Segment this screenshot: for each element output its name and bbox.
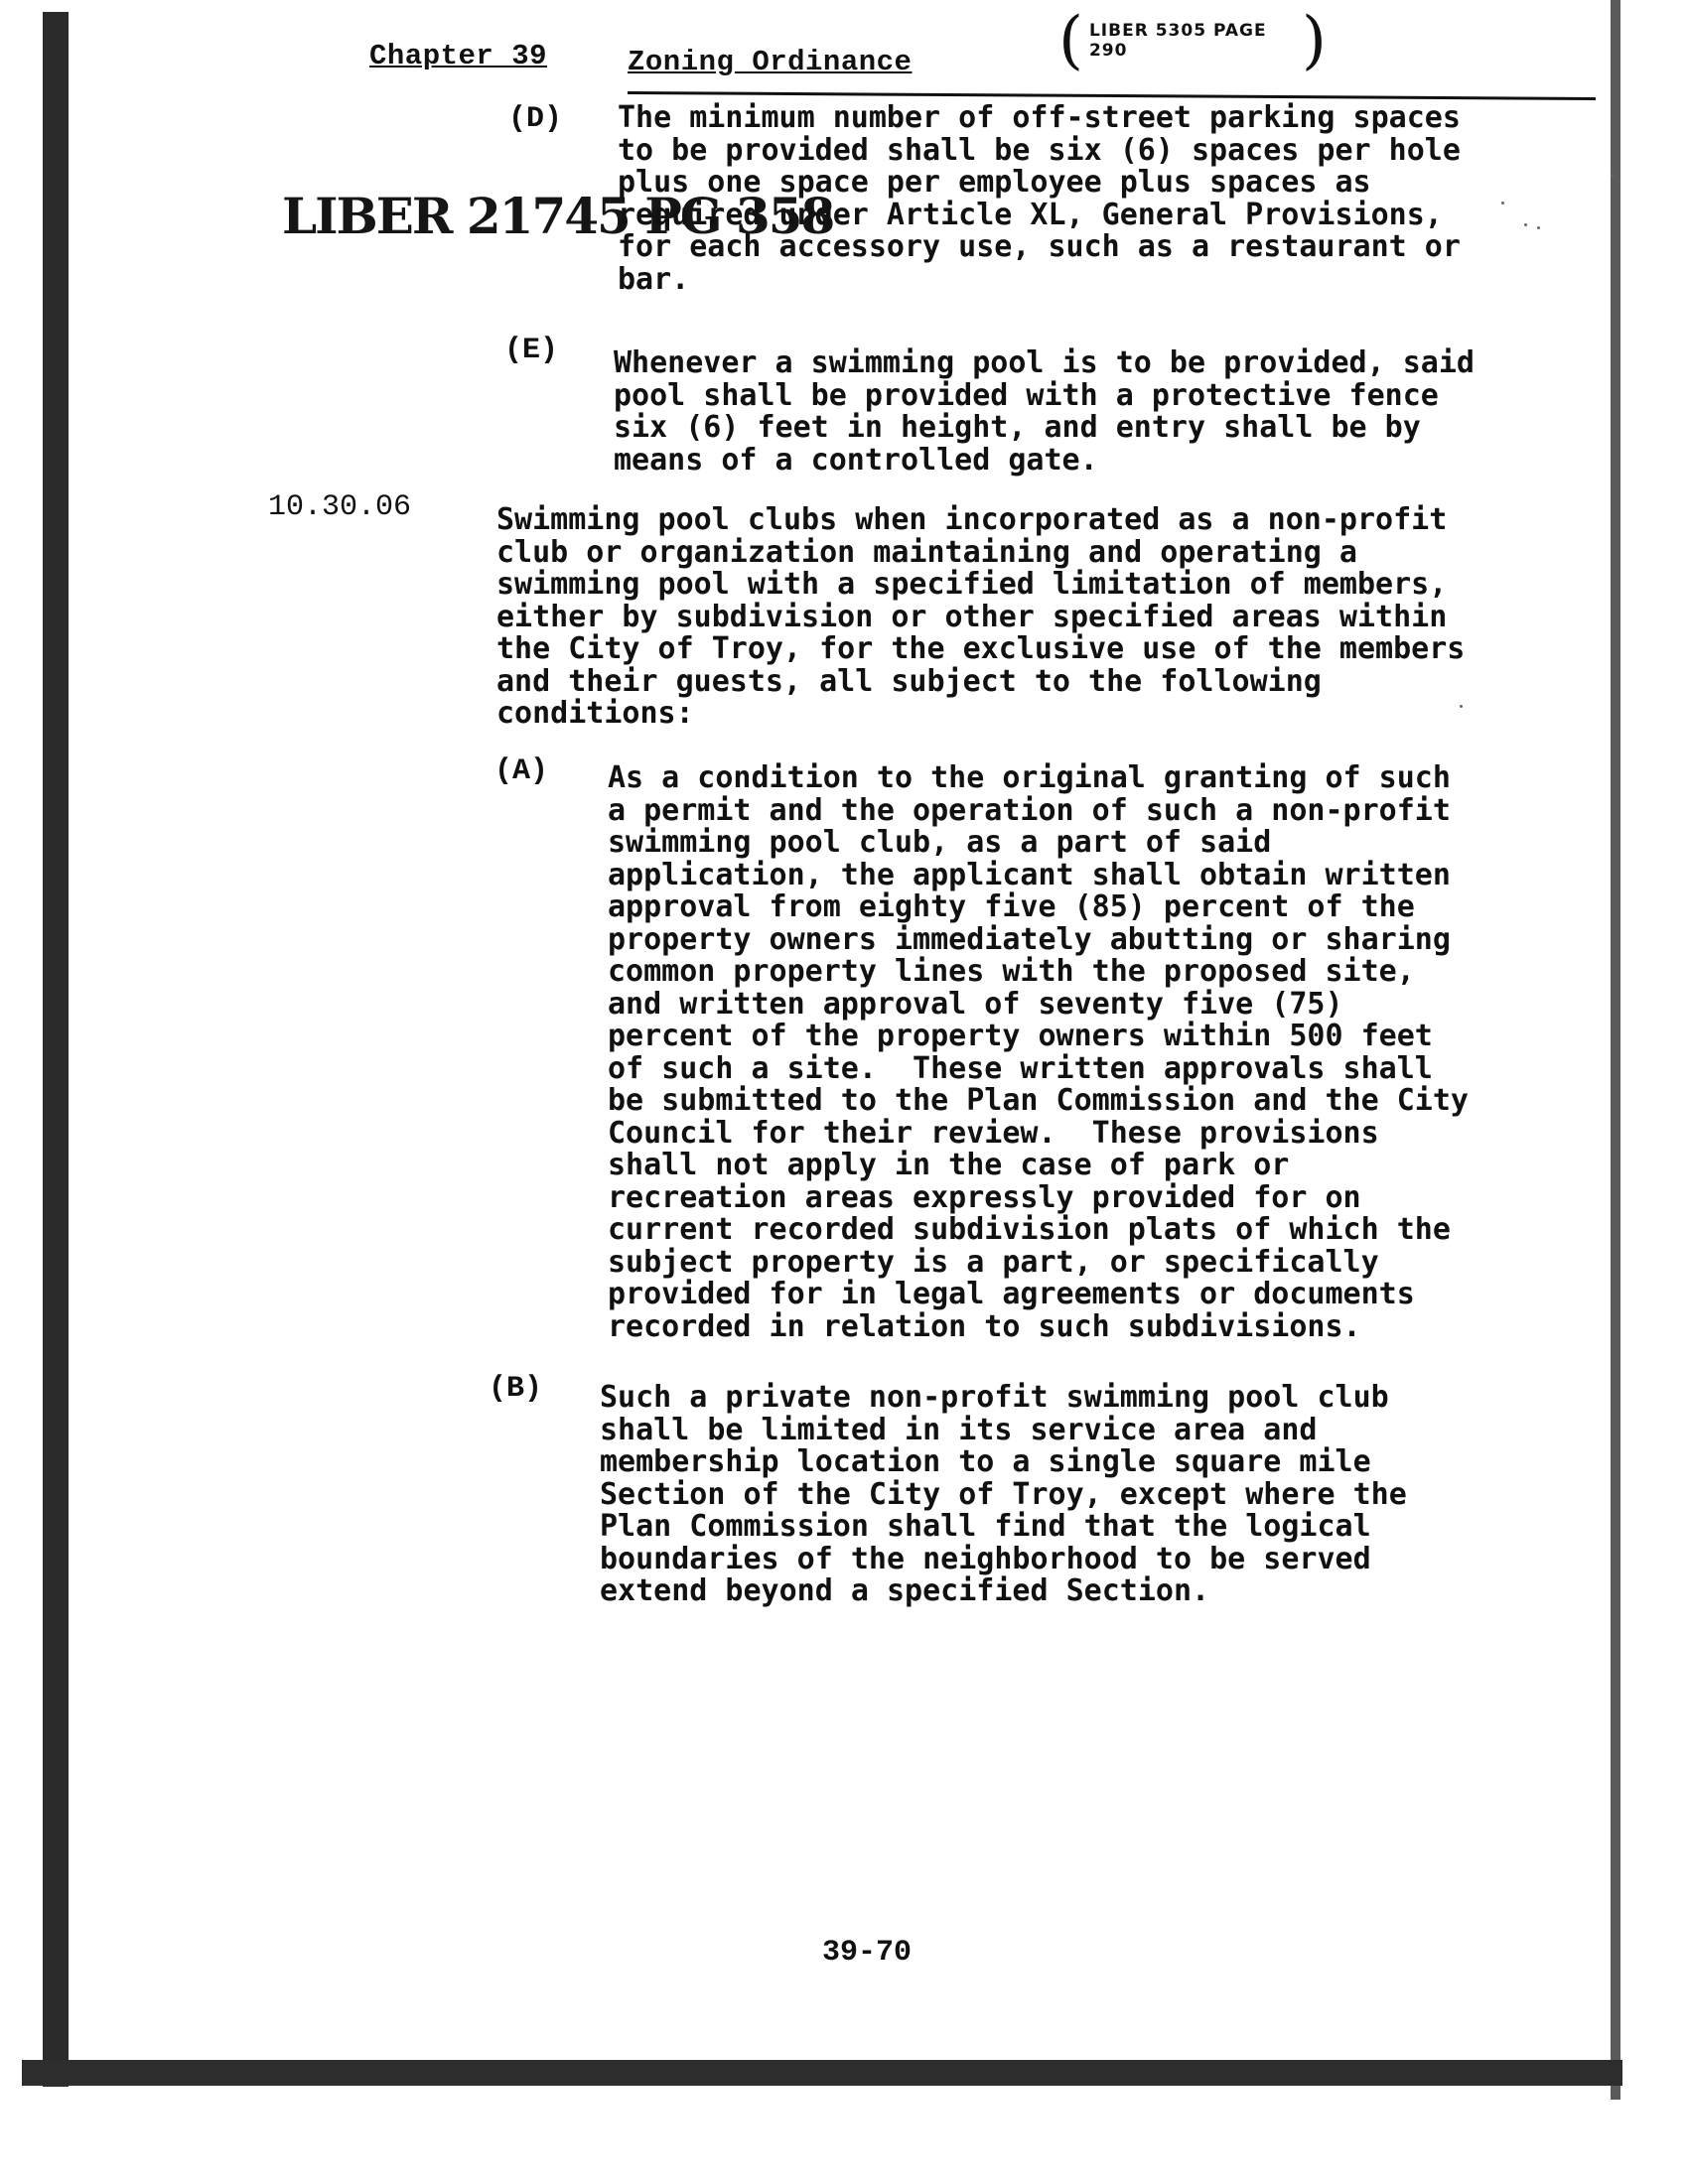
ordinance-title: Zoning Ordinance	[628, 46, 913, 78]
condition-a-label: (A)	[494, 754, 549, 788]
scan-bottom-edge	[22, 2060, 1622, 2086]
condition-b-text: Such a private non-profit swimming pool club shall be limited in its service area and membership location to a single square mile Section of the City of Troy, except where the Plan Commission shall find that the logical boundaries of the neighborhood to be served extend beyond a specified Section.	[600, 1380, 1407, 1608]
side-recording-stamp: LIBER 21745 PG 358	[282, 187, 834, 245]
section-10-30-06-text: Swimming pool clubs when incorporated as a non-profit club or organization maintaining and operating a swimming pool with a specified limitation of members, either by subdivision or other specified areas within the City of Troy, for the exclusive use of the members and their guests, all subject to the following conditions:	[496, 502, 1466, 731]
chapter-heading: Chapter 39	[369, 40, 548, 72]
section-number-10-30-06: 10.30.06	[268, 490, 412, 524]
section-e-text: Whenever a swimming pool is to be provided, said pool shall be provided with a protective fence six (6) feet in height, and entry shall be by means of a controlled gate.	[614, 345, 1475, 478]
liber-stamp	[1058, 4, 1327, 77]
page-number: 39-70	[822, 1936, 913, 1970]
scan-speck	[1537, 226, 1540, 229]
scan-right-edge	[1611, 0, 1620, 2100]
section-d-text: The minimum number of off-street parking spaces to be provided shall be six (6) spaces per hole plus one space per employee plus spaces as required under Article XL, General Provisions, for each accessory use, such as a restaurant or bar.	[618, 100, 1461, 297]
stamp-open-paren: (	[1058, 4, 1083, 77]
stamp-close-paren: )	[1302, 4, 1327, 77]
scan-left-edge	[43, 12, 69, 2087]
scan-speck	[1611, 174, 1614, 177]
scan-speck	[1524, 223, 1527, 226]
liber-stamp-text: LIBER 5305 PAGE 290	[1088, 21, 1267, 61]
header-rule	[628, 91, 1596, 100]
condition-b-label: (B)	[489, 1372, 543, 1406]
section-d-label: (D)	[508, 102, 563, 136]
condition-a-text: As a condition to the original granting of such a permit and the operation of such a non-profit swimming pool club, as a part of said application, the applicant shall obtain written approval from eighty five (85) percent of the property owners immediately abutting or sharing common property lines with the proposed site, and written approval of seventy five (75) percent of the property owners within 500 feet of such a site. These written approvals shall be submitted to the Plan Commission and the City Council for their review. These provisions shall not apply in the case of park or recreation areas expressly provided for on current recorded subdivision plats of which the subject property is a part, or specifically provided for in legal agreements or documents recorded in relation to such subdivisions.	[608, 760, 1469, 1344]
scan-speck	[1501, 202, 1504, 205]
section-e-label: (E)	[504, 334, 559, 367]
